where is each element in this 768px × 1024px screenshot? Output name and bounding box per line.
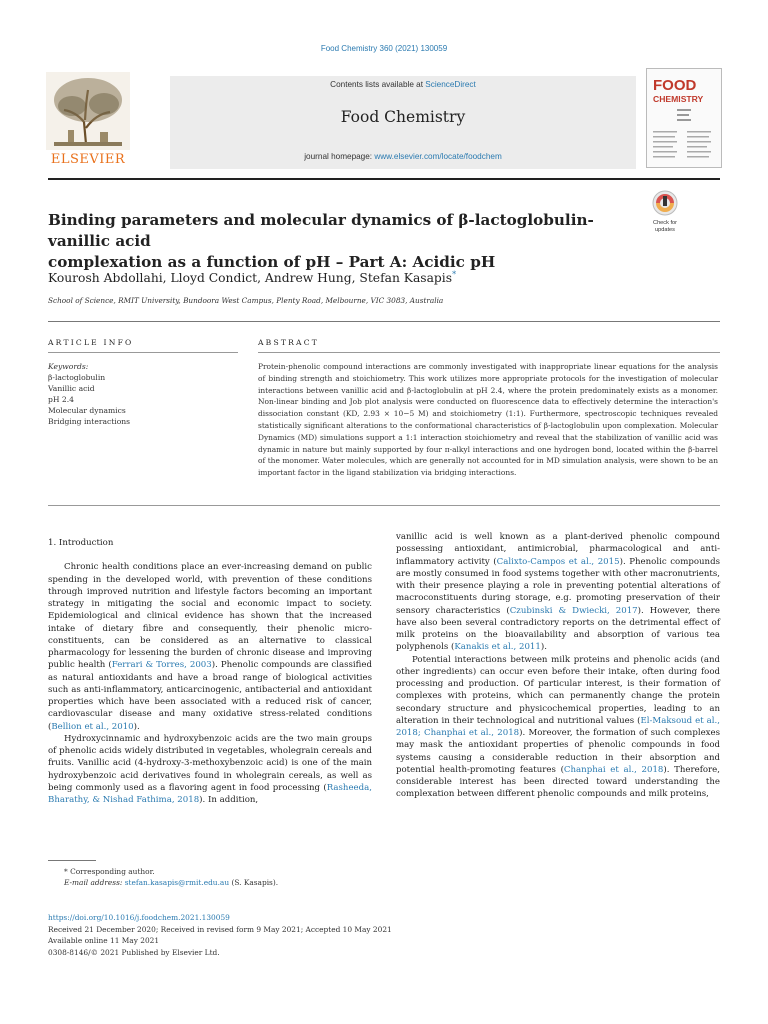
journal-name: Food Chemistry bbox=[340, 108, 466, 126]
footnotes bbox=[48, 866, 720, 888]
check-for-updates-label: Check for updates bbox=[653, 220, 677, 233]
received-dates: Received 21 December 2020; Received in revised form 9 May 2021; Accepted 10 May 2021 bbox=[48, 924, 392, 934]
author-affiliation: School of Science, RMIT University, Bundoora West Campus, Plenty Road, Melbourne, VIC 3083, Australia bbox=[48, 296, 444, 305]
paragraph-text: ). bbox=[133, 721, 140, 732]
contents-prefix: Contents lists available at bbox=[330, 80, 426, 89]
citation-link[interactable]: Rasheeda, Bharathy, & Nishad Fathima, 2018 bbox=[48, 782, 372, 805]
keyword-item: Vanillic acid bbox=[48, 384, 95, 393]
abstract-text: Protein-phenolic compound interactions are commonly investigated with inappropriate linear equations for the analysis of binding strength and stoichiometry. This work utilizes more appropriate protocols for the investigation of molecular interactions between vanillic acid and β-lactoglobulin at pH 2.4, where the protein predominately exists as a monomer. Non-linear binding and Job plot analysis were conducted on fluorescence data to effectively determine the interaction's dissociation constant (KD, 2.93 × 10−5 M) and stoichiometry (1:1). Furthermore, spectroscopic techniques revealed statistically significant alterations to the conformational characteristics of β-lactoglobulin upon complexation. Molecular Dynamics (MD) simulations support a 1:1 interaction stoichiometry and reveal that the stabilization of vanillic acid was dynamic in nature but mainly supported by four π-alkyl interactions and one hydrogen bond, located within the β-barrel of the monomer. Water molecules, which are generally not accounted for in MD simulation analysis, were shown to be an important factor in the ligand stabilization via bridging interactions. bbox=[258, 362, 718, 478]
citation-link[interactable]: Kanakis et al., 2011 bbox=[454, 642, 541, 653]
citation-link[interactable]: Calixto-Campos et al., 2015 bbox=[496, 556, 620, 567]
journal-cover-thumbnail[interactable] bbox=[646, 68, 722, 168]
homepage-prefix: journal homepage: bbox=[304, 152, 375, 161]
paragraph-text: ). Therefore, considerable interest has been directed toward understanding the complexation between different phenolic compounds and milk proteins, bbox=[396, 764, 720, 800]
contents-line bbox=[170, 80, 636, 89]
article-title bbox=[48, 210, 638, 273]
check-for-updates-badge[interactable] bbox=[648, 190, 682, 234]
email-note bbox=[48, 877, 720, 888]
header-rule bbox=[48, 178, 720, 180]
corresponding-author-note bbox=[48, 866, 720, 877]
elsevier-logo[interactable] bbox=[46, 72, 130, 168]
keywords-label: Keywords: bbox=[48, 362, 89, 371]
paragraph bbox=[396, 531, 720, 654]
paragraph-text: vanillic acid is well known as a plant-derived phenolic compound possessing antioxidant, antimicrobial, pharmacological and anti-inflammatory activity ( bbox=[396, 532, 720, 567]
keyword-item: β-lactoglobulin bbox=[48, 373, 106, 382]
abstract-rule bbox=[258, 352, 720, 353]
citation-link[interactable]: Czubinski & Dwiecki, 2017 bbox=[509, 605, 638, 616]
paragraph bbox=[48, 561, 372, 733]
available-online: Available online 11 May 2021 bbox=[48, 936, 160, 946]
citation-link[interactable]: El-Maksoud et al., 2018; Chanphai et al., 2018 bbox=[396, 715, 721, 738]
paragraph-text: ). Moreover, the formation of such complexes may mask the antioxidant properties of phenolic compounds in food systems causing a considerable reduction in their absorption and potential health-promoting features ( bbox=[396, 728, 720, 775]
body-column-right bbox=[396, 531, 720, 801]
publication-info bbox=[48, 912, 720, 958]
journal-homepage bbox=[170, 152, 636, 161]
doi-link[interactable]: https://doi.org/10.1016/j.foodchem.2021.130059 bbox=[48, 913, 230, 922]
article-info-rule bbox=[48, 352, 238, 353]
cover-title-chemistry: CHEMISTRY bbox=[653, 94, 704, 104]
citation-link[interactable]: Chanphai et al., 2018 bbox=[563, 764, 664, 775]
email-link[interactable]: stefan.kasapis@rmit.edu.au bbox=[124, 878, 230, 887]
affiliation-rule bbox=[48, 321, 720, 322]
body-column-left bbox=[48, 537, 372, 806]
paragraph-text: ). Phenolic compounds are classified as natural antioxidants and have a broad range of biological activities such as anti-inflammatory, anticarcinogenic, antibacterial and antioxidant properties which have been associated with a reduced risk of cancer, cardiovascular disease and many oxidative stress-related conditions ( bbox=[48, 660, 372, 732]
keyword-item: pH 2.4 bbox=[48, 395, 74, 404]
section-title-introduction: 1. Introduction bbox=[48, 538, 114, 548]
footnote-text: Corresponding author. bbox=[70, 867, 155, 876]
paragraph-text: ). However, there have also been several contradictory reports on the detrimental effect of milk proteins on the bioavailability and absorption of various tea polyphenols ( bbox=[396, 605, 720, 653]
homepage-link[interactable]: www.elsevier.com/locate/foodchem bbox=[374, 152, 502, 161]
footnote-mark: * bbox=[64, 867, 68, 876]
email-suffix: (S. Kasapis). bbox=[231, 878, 279, 887]
author-list bbox=[48, 270, 456, 285]
article-title-line-1: Binding parameters and molecular dynamics of β-lactoglobulin-vanillic acid bbox=[48, 211, 594, 250]
footnote-rule bbox=[48, 860, 96, 861]
abstract-bottom-rule bbox=[48, 505, 720, 506]
citation-link[interactable]: Ferrari & Torres, 2003 bbox=[111, 660, 212, 671]
article-info-heading: ARTICLE INFO bbox=[48, 338, 134, 347]
elsevier-wordmark: ELSEVIER bbox=[50, 152, 126, 167]
copyright: 0308-8146/© 2021 Published by Elsevier Ltd. bbox=[48, 947, 220, 957]
paragraph-text: Chronic health conditions place an ever-increasing demand on public spending in the developed world, with prevention of these conditions through improved nutrition and lifestyle factors becoming an important strategy in mitigating the social and economic impact to society. Epidemiological and clinical evidence has shown that the increased intake of dietary fibre and consequently, their phenolic micro-constituents, can be considered as an alternative to classical pharmacology for lessening the burden of chronic disease and improving public health ( bbox=[48, 562, 372, 671]
cover-title-food: FOOD bbox=[653, 77, 697, 94]
cover-text-lines-icon bbox=[647, 107, 721, 167]
article-title-line-2: complexation as a function of pH – Part A: Acidic pH bbox=[48, 253, 496, 271]
corresponding-author-mark[interactable]: * bbox=[452, 270, 457, 279]
email-label: E-mail address: bbox=[64, 878, 123, 887]
citation-link[interactable]: Bellion et al., 2010 bbox=[51, 721, 134, 732]
paragraph-text: ). In addition, bbox=[199, 795, 259, 805]
paragraph-text: Potential interactions between milk proteins and phenolic acids (and other ingredients) can occur even before their intake, often during food processing and production. Of particular interest, is their formation of complexes with proteins, which can permanently change the protein secondary structure and physicochemical properties, leading to an alteration in their technological and nutritional values ( bbox=[396, 654, 720, 726]
paragraph-text: Hydroxycinnamic and hydroxybenzoic acids are the two main groups of phenolic acids widely distributed in vegetables, wholegrain cereals and fruits. Vanillic acid (4-hydroxy-3-methoxybenzoic acid) is one of the main hydroxybenzoic acid derivatives found in wholegrain cereals, as well as being commonly used as a flavoring agent in food processing ( bbox=[48, 733, 372, 793]
sciencedirect-link[interactable]: ScienceDirect bbox=[425, 80, 476, 89]
paragraph bbox=[396, 654, 720, 801]
paragraph bbox=[48, 733, 372, 807]
journal-citation[interactable]: Food Chemistry 360 (2021) 130059 bbox=[320, 44, 448, 53]
abstract-heading: ABSTRACT bbox=[258, 338, 320, 347]
paragraph-text: ). Phenolic compounds are mostly consumed in food systems together with other macronutrients, with their presence playing a role in preventing potential alterations of macroconstituents during storage, e.g. promoting preservation of their sensory characteristics ( bbox=[396, 556, 720, 616]
keywords-block bbox=[48, 361, 238, 427]
check-for-updates-icon bbox=[648, 190, 682, 216]
keyword-item: Bridging interactions bbox=[48, 417, 131, 426]
paragraph-text: ). bbox=[540, 642, 547, 653]
keyword-item: Molecular dynamics bbox=[48, 406, 126, 415]
authors-names: Kourosh Abdollahi, Lloyd Condict, Andrew Hung, Stefan Kasapis bbox=[48, 271, 453, 286]
